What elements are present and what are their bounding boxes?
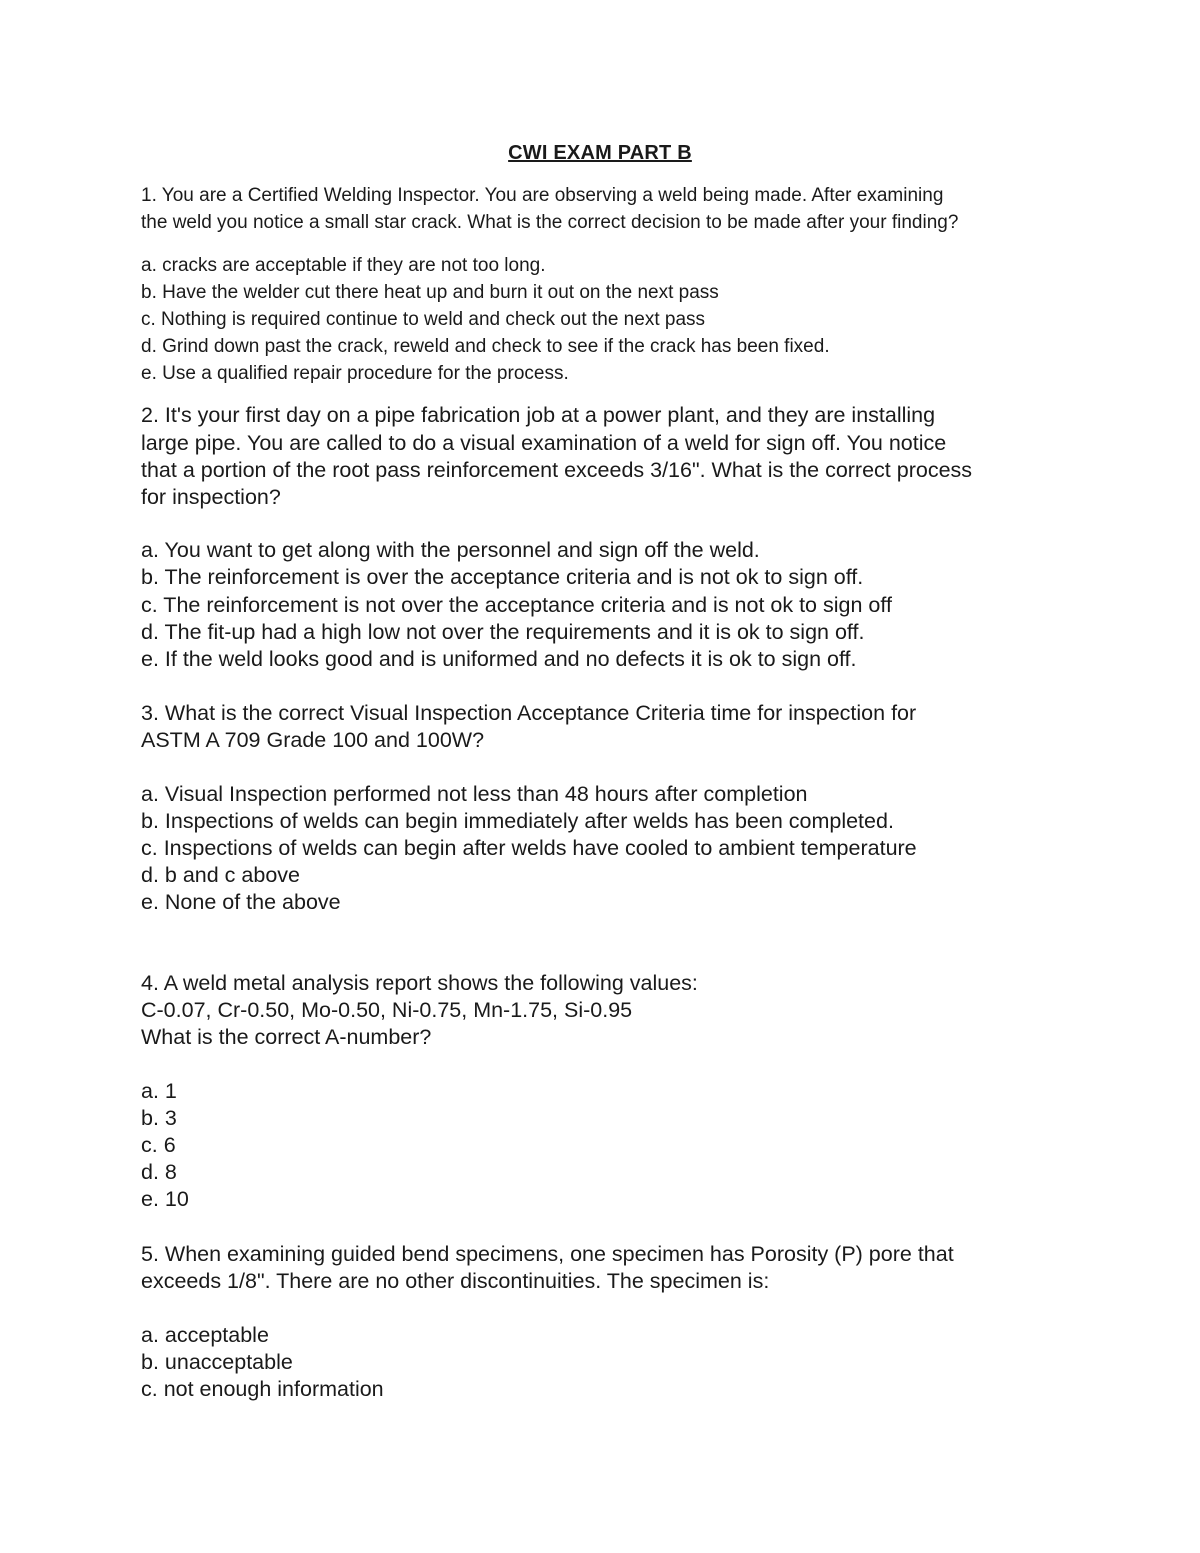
question-1-stem-line: 1. You are a Certified Welding Inspector. You are observing a weld being made. After examining — [141, 185, 944, 206]
question-5-option-b: b. unacceptable — [141, 1350, 293, 1374]
question-4-stem-line: C-0.07, Cr-0.50, Mo-0.50, Ni-0.75, Mn-1.75, Si-0.95 — [141, 998, 633, 1022]
question-1-option-a: a. cracks are acceptable if they are not too long. — [141, 255, 546, 276]
question-5-stem-line: 5. When examining guided bend specimens, one specimen has Porosity (P) pore that — [141, 1242, 954, 1266]
question-3-stem-line: 3. What is the correct Visual Inspection Acceptance Criteria time for inspection for — [141, 701, 917, 725]
question-1-option-b: b. Have the welder cut there heat up and burn it out on the next pass — [141, 282, 719, 303]
question-5-option-a: a. acceptable — [141, 1323, 269, 1347]
question-4-option-c: c. 6 — [141, 1133, 176, 1157]
question-4-option-a: a. 1 — [141, 1079, 177, 1103]
question-5-option-c: c. not enough information — [141, 1377, 384, 1401]
question-2-option-c: c. The reinforcement is not over the acceptance criteria and is not ok to sign off — [141, 593, 892, 617]
question-2-stem-line: large pipe. You are called to do a visual examination of a weld for sign off. You notice — [141, 431, 947, 455]
question-3-option-c: c. Inspections of welds can begin after welds have cooled to ambient temperature — [141, 836, 917, 860]
question-4-option-b: b. 3 — [141, 1106, 177, 1130]
question-2-option-e: e. If the weld looks good and is uniformed and no defects it is ok to sign off. — [141, 647, 857, 671]
question-3-stem-line: ASTM A 709 Grade 100 and 100W? — [141, 728, 485, 752]
question-3-option-a: a. Visual Inspection performed not less than 48 hours after completion — [141, 782, 808, 806]
question-2-option-d: d. The fit-up had a high low not over the requirements and it is ok to sign off. — [141, 620, 865, 644]
question-1-stem-line: the weld you notice a small star crack. What is the correct decision to be made after your finding? — [141, 212, 959, 233]
question-3-option-b: b. Inspections of welds can begin immediately after welds has been completed. — [141, 809, 894, 833]
question-2-option-b: b. The reinforcement is over the acceptance criteria and is not ok to sign off. — [141, 565, 864, 589]
question-3-option-d: d. b and c above — [141, 863, 300, 887]
page-title: CWI EXAM PART B — [508, 142, 692, 164]
question-1-option-d: d. Grind down past the crack, reweld and check to see if the crack has been fixed. — [141, 336, 830, 357]
question-1-option-e: e. Use a qualified repair procedure for the process. — [141, 363, 569, 384]
question-5-stem-line: exceeds 1/8". There are no other discontinuities. The specimen is: — [141, 1269, 770, 1293]
question-3-option-e: e. None of the above — [141, 890, 341, 914]
question-2-option-a: a. You want to get along with the personnel and sign off the weld. — [141, 538, 760, 562]
question-2-stem-line: for inspection? — [141, 485, 281, 509]
question-2-stem-line: that a portion of the root pass reinforcement exceeds 3/16". What is the correct process — [141, 458, 973, 482]
question-1-option-c: c. Nothing is required continue to weld and check out the next pass — [141, 309, 706, 330]
question-4-stem-line: What is the correct A-number? — [141, 1025, 432, 1049]
question-4-option-e: e. 10 — [141, 1187, 189, 1211]
question-2-stem-line: 2. It's your first day on a pipe fabrication job at a power plant, and they are installing — [141, 403, 936, 427]
question-4-option-d: d. 8 — [141, 1160, 177, 1184]
question-4-stem-line: 4. A weld metal analysis report shows the following values: — [141, 971, 698, 995]
